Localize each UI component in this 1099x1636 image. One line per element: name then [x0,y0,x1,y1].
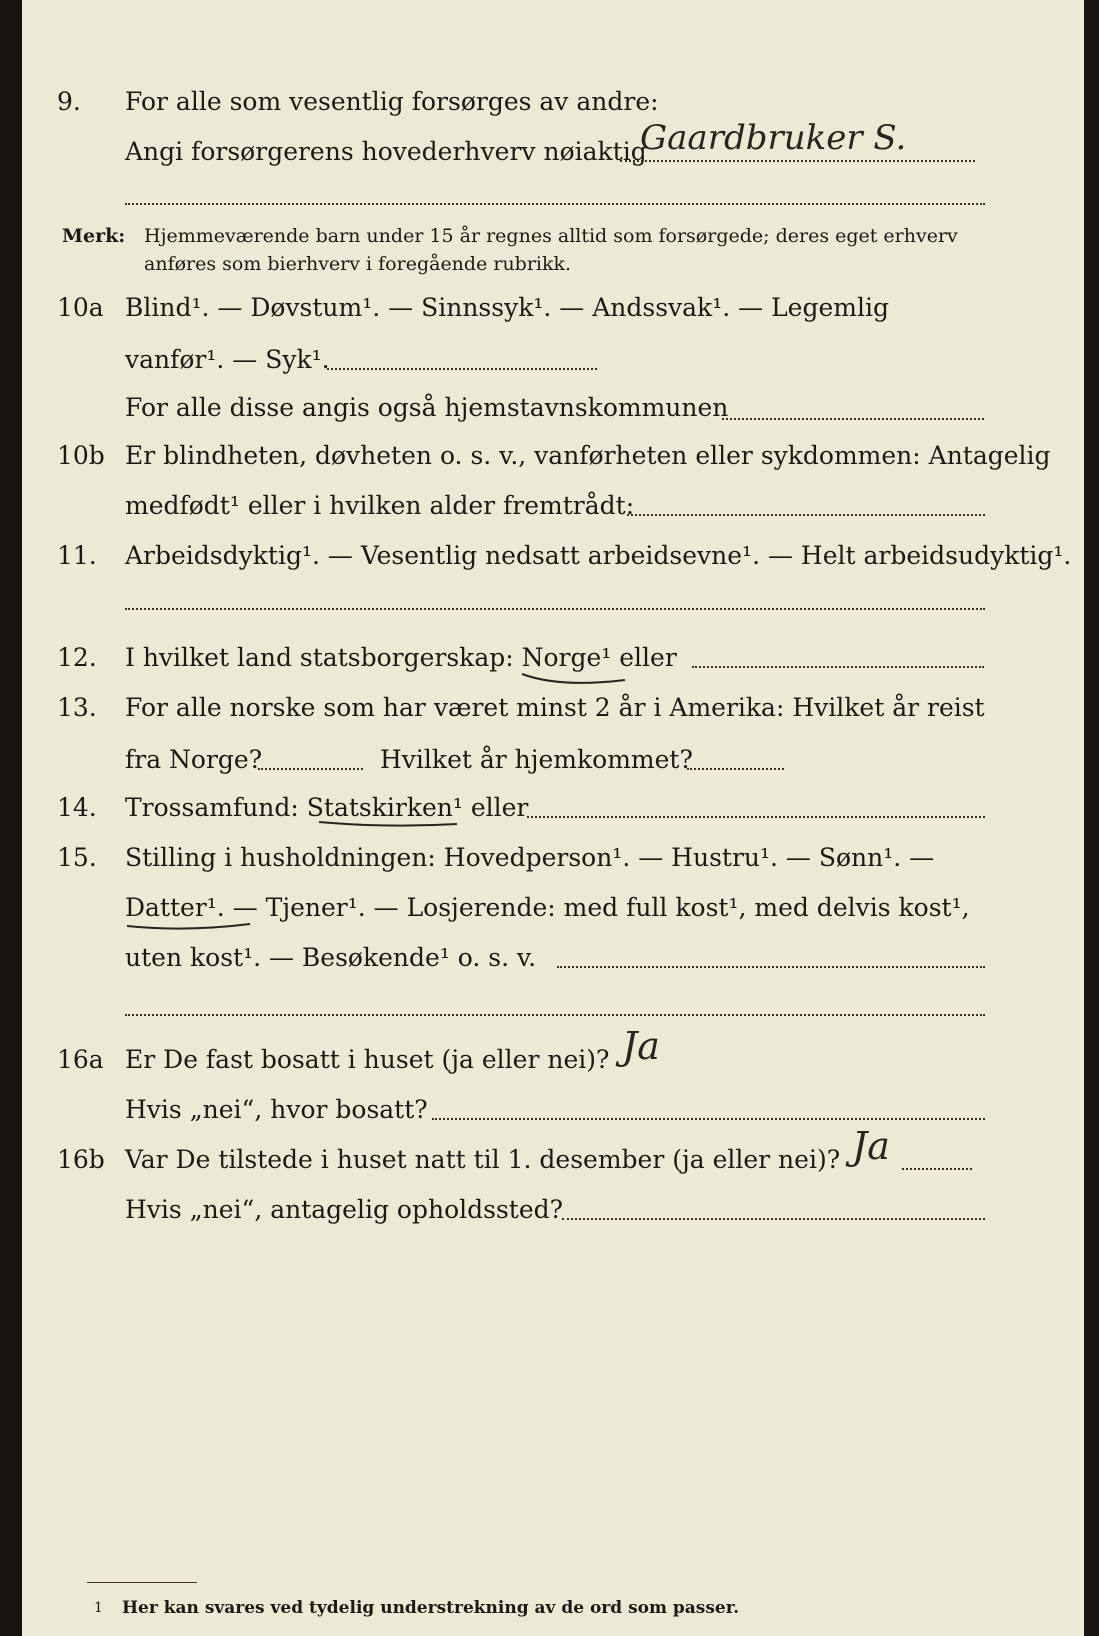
q10b-line2: medfødt¹ eller i hvilken alder fremtrådt: [125,491,635,520]
footnote-rule [87,1582,197,1583]
q9-extra-line [125,203,985,205]
q11-extra-line [125,608,985,610]
q10b-line1: Er blindheten, døvheten o. s. v., vanførheten eller sykdommen: Antagelig [125,441,1051,470]
question-number: 16a [57,1045,104,1074]
q16a-handwritten-answer: Ja [622,1024,660,1068]
q10a-line1: Blind¹. — Døvstum¹. — Sinnssyk¹. — Andssvak¹. — Legemlig [125,293,889,322]
merk-line1: Hjemmeværende barn under 15 år regnes alltid som forsørgede; deres eget erhverv [144,225,958,247]
q12-answer-line [692,666,984,668]
norge-underline-mark [520,668,630,688]
q15-extra-line [125,1014,985,1016]
question-number: 16b [57,1145,105,1174]
merk-line2: anføres som bierhverv i foregående rubrikk. [144,253,572,275]
q16a-line2: Hvis „nei“, hvor bosatt? [125,1095,428,1124]
q16a-answer-line [432,1118,985,1120]
q14-answer-line [527,816,985,818]
q16b-line1: Var De tilstede i huset natt til 1. desember (ja eller nei)? [125,1145,841,1174]
datter-underline-mark [125,920,255,936]
question-number: 14. [57,793,97,822]
q10a-kommune-line [722,418,984,420]
q13-line2a: fra Norge? [125,745,263,774]
question-number: 10b [57,441,105,470]
question-number: 13. [57,693,97,722]
q16b-answer-line [902,1168,972,1170]
q16b-opphold-line [562,1218,985,1220]
q9-answer-line [620,160,975,162]
q13-line2b: Hvilket år hjemkommet? [380,745,693,774]
q16b-handwritten-answer: Ja [852,1124,890,1168]
question-number: 11. [57,541,97,570]
q16b-line2: Hvis „nei“, antagelig opholdssted? [125,1195,564,1224]
q13-reist-line [258,768,363,770]
q10b-answer-line [627,514,985,516]
census-form-page [22,0,1084,1636]
q15-line2: Datter¹. — Tjener¹. — Losjerende: med full kost¹, med delvis kost¹, [125,893,970,922]
q12-line1: I hvilket land statsborgerskap: Norge¹ eller [125,643,677,672]
q10a-syk-line [327,368,597,370]
q9-line2: Angi forsørgerens hovederhverv nøiaktig [125,137,647,166]
q13-line1: For alle norske som har været minst 2 år i Amerika: Hvilket år reist [125,693,985,722]
q13-hjem-line [687,768,784,770]
q15-line3: uten kost¹. — Besøkende¹ o. s. v. [125,943,537,972]
statskirken-underline-mark [317,818,467,832]
q9-line1: For alle som vesentlig forsørges av andre: [125,87,659,116]
q9-handwritten-answer: Gaardbruker S. [640,118,907,158]
q15-answer-line [557,966,985,968]
footnote-text: Her kan svares ved tydelig understrekning av de ord som passer. [122,1598,740,1618]
q11-line1: Arbeidsdyktig¹. — Vesentlig nedsatt arbeidsevne¹. — Helt arbeidsudyktig¹. [125,541,1072,570]
footnote-number: 1 [94,1600,103,1616]
q10a-line2: vanfør¹. — Syk¹. [125,345,330,374]
q15-line1: Stilling i husholdningen: Hovedperson¹. — Hustru¹. — Sønn¹. — [125,843,935,872]
question-number: 15. [57,843,97,872]
question-number: 9. [57,87,81,116]
question-number: 10a [57,293,104,322]
q16a-line1: Er De fast bosatt i huset (ja eller nei)? [125,1045,610,1074]
q14-line1: Trossamfund: Statskirken¹ eller [125,793,529,822]
merk-label: Merk: [62,225,126,247]
question-number: 12. [57,643,97,672]
q10a-line3: For alle disse angis også hjemstavnskommunen [125,393,729,422]
